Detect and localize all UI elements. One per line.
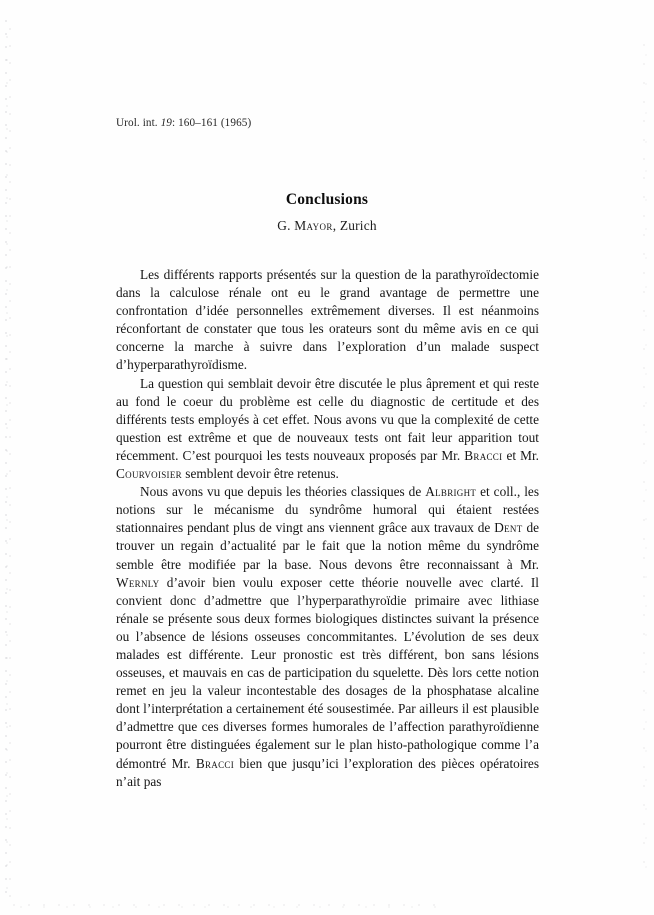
body-text-run: de trouver un regain d’actualité par le fait que la notion même du syndrôme semble être modifiée par la base. Nous devons être reconnaissant à Mr. xyxy=(116,520,540,572)
article-body xyxy=(116,266,539,791)
scan-artifact-bottom-edge xyxy=(10,902,440,909)
body-text-run: et Mr. xyxy=(502,447,539,463)
author-byline xyxy=(0,218,654,234)
body-text-run: d’avoir bien voulu exposer cette théorie nouvelle avec clarté. Il convient donc d’admettre que l’hyperparathyroïdie primaire avec lithiase rénale se présente sous deux formes biologiques distinctes suivant la présence ou l’absence de lésions osseuses concommitantes. L’évolution de ses deux malades est différente. Leur pronostic est très différent, bon sans lésions osseuses, et mauvais en cas de participation du squelette. Dès lors cette notion remet en jeu la valeur incontestable des dosages de la phosphatase alcaline dont l’interprétation a certainement été sousestimée. Par ailleurs il est plausible d’admettre que ces diverses formes humorales de l’affection parathyroïdienne pourront être distinguées également sur le plan histo-pathologique comme l’a démontré Mr. xyxy=(116,574,539,771)
body-text-run: Les différents rapports présentés sur la question de la parathyroïdectomie dans la calculose rénale ont eu le grand avantage de permettre une confrontation d’idée personnelles extrêmement diverses. Il est néanmoins réconfortant de constater que tous les orateurs sont du même avis en ce qui concerne la marche à suivre dans l’exploration d’un malade suspect d’hyperparathyroïdisme. xyxy=(116,267,539,373)
scan-artifact-right-edge xyxy=(641,40,649,880)
journal-reference-line xyxy=(116,117,251,129)
cited-author-name: Bracci xyxy=(195,755,235,771)
author-surname: Mayor xyxy=(294,218,333,233)
cited-author-name: Bracci xyxy=(464,447,503,463)
body-text-run: La question qui semblait devoir être discutée le plus âprement et qui reste au fond le coeur du problème est celle du diagnostic de certitude et des différents tests employés à cet effet. Nous avons vu que la complexité de cette question est extrême et que de nouveaux tests ont fait leur apparition tout récemment. C’est pourquoi les tests nouveaux proposés par Mr. xyxy=(116,375,539,463)
body-paragraph xyxy=(116,266,539,375)
page-title: Conclusions xyxy=(285,191,369,209)
journal-volume-number: 19 xyxy=(160,117,172,129)
body-text-run: semblent devoir être retenus. xyxy=(181,466,339,482)
body-text-run: bien que jusqu’ici l’exploration des pièces opératoires n’ait pas xyxy=(116,755,539,789)
author-initial: G. xyxy=(277,218,295,233)
cited-author-name: Wernly xyxy=(116,574,160,590)
body-text-run: et coll., les notions sur le mécanisme du syndrôme humoral qui étaient restées stationnaires pendant plus de vingt ans viennent grâce aux travaux de xyxy=(116,484,539,536)
scan-artifact-left-edge xyxy=(4,18,13,898)
journal-reference-prefix: Urol. int. xyxy=(116,117,161,129)
body-text-run: Nous avons vu que depuis les théories classiques de xyxy=(140,484,426,500)
cited-author-name: Dent xyxy=(494,520,523,536)
body-paragraph xyxy=(116,483,539,791)
author-affiliation: , Zurich xyxy=(332,218,377,233)
body-paragraph xyxy=(116,375,539,484)
cited-author-name: Courvoisier xyxy=(116,466,182,482)
cited-author-name: Albright xyxy=(425,484,477,500)
journal-reference-suffix: : 160–161 (1965) xyxy=(172,117,252,129)
